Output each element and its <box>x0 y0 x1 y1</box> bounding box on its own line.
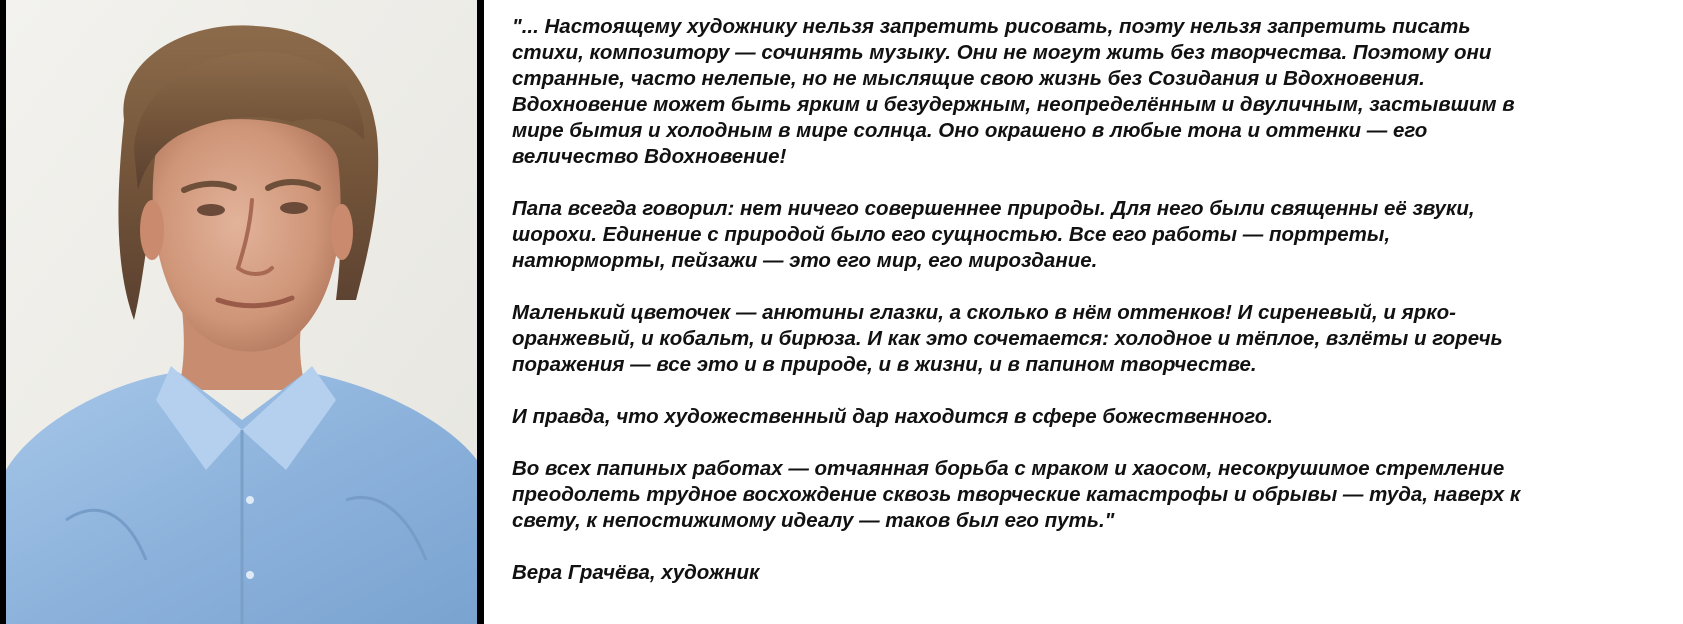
quote-block <box>512 14 1662 586</box>
quote-paragraph-2: Папа всегда говорил: нет ничего совершеннее природы. Для него были священны её звуки, шорохи. Единение с природой было его сущностью. Все его работы — портреты, натюрморты, пейзажи — это его мир, его мироздание. <box>512 197 1475 272</box>
portrait-photo <box>6 0 477 624</box>
portrait-illustration <box>6 0 477 624</box>
photo-frame <box>0 0 484 624</box>
quote-signature: Вера Грачёва, художник <box>512 561 760 584</box>
quote-paragraph-1: "... Настоящему художнику нельзя запретить рисовать, поэту нельзя запретить писать стихи, композитору — сочинять музыку. Они не могут жить без творчества. Поэтому они странные, часто нелепые, но не мыслящие свою жизнь без Созидания и Вдохновения. Вдохновение может быть ярким и безудержным, неопределённым и двуличным, застывшим в мире бытия и холодным в мире солнца. Оно окрашено в любые тона и оттенки — его величество Вдохновение! <box>512 15 1515 168</box>
quote-paragraph-5: Во всех папиных работах — отчаянная борьба с мраком и хаосом, несокрушимое стремление преодолеть трудное восхождение сквозь творческие катастрофы и обрывы — туда, наверх к свету, к непостижимому идеалу — таков был его путь." <box>512 457 1521 532</box>
quote-paragraph-3: Маленький цветочек — анютины глазки, а сколько в нём оттенков! И сиреневый, и ярко- оранжевый, и кобальт, и бирюза. И как это сочетается: холодное и тёплое, взлёты и горечь поражения — все это и в природе, и в жизни, и в папином творчестве. <box>512 301 1503 376</box>
quote-paragraph-4: И правда, что художественный дар находится в сфере божественного. <box>512 405 1273 428</box>
